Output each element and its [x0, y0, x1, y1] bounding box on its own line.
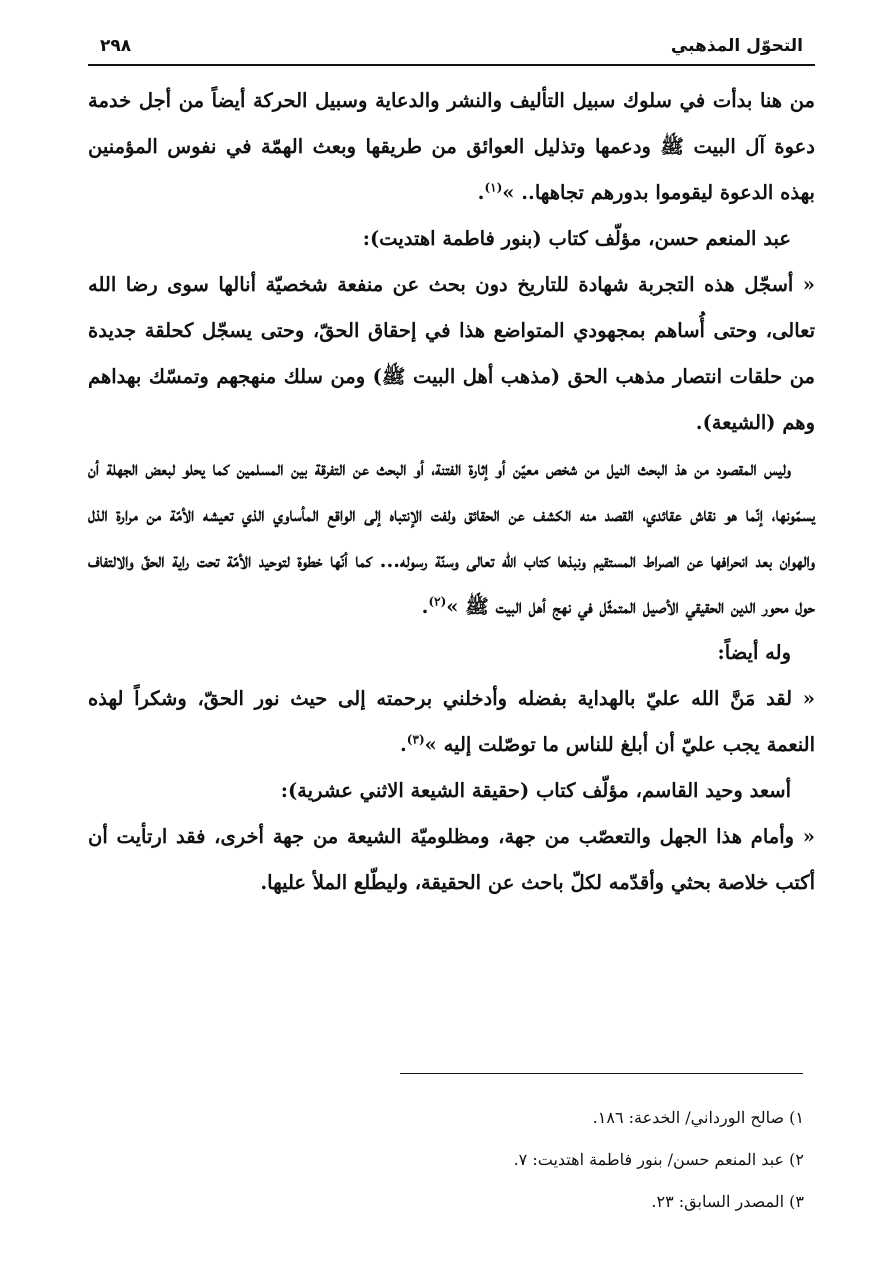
paragraph-text: من هنا بدأت في سلوك سبيل التأليف والنشر والدعاية وسبيل الحركة أيضاً من أجل خدمة دعوة آل البيت ﷺ ودعمها وتذليل العوائق من طريقها وبعث الهمّة في نفوس المؤمنين بهذه الدعوة ليقوموا بدورهم تجاهها.. » [88, 89, 815, 204]
paragraph-text: « لقد مَنَّ الله عليّ بالهداية بفضله وأدخلني برحمته إلى حيث نور الحقّ، وشكراً لهذه النعمة يجب عليّ أن أبلغ للناس ما توصّلت إليه » [88, 687, 815, 756]
page-header [88, 34, 815, 66]
book-title-line: مؤلّف كتاب (بنور فاطمة اهتديت): [362, 227, 649, 250]
author-name: أسعد وحيد القاسم، [635, 779, 791, 802]
period: . [477, 181, 485, 204]
main-text [88, 78, 815, 906]
quote-paragraph [88, 676, 815, 768]
also-line: وله أيضاً: [717, 641, 791, 664]
paragraph [88, 78, 815, 216]
footnote: ١) صالح الورداني/ الخدعة: ١٨٦. [592, 1108, 804, 1127]
period: . [400, 733, 407, 756]
book-title-line: مؤلّف كتاب (حقيقة الشيعة الاثني عشرية): [280, 779, 636, 802]
author-name: عبد المنعم حسن، [648, 227, 791, 250]
footnote-ref: (٣) [406, 732, 425, 747]
quote-paragraph [88, 446, 815, 630]
footnote: ٣) المصدر السابق: ٢٣. [651, 1192, 804, 1211]
author-heading [88, 216, 815, 262]
paragraph-text: وليس المقصود من هذ البحث النيل من شخص معيّن أو إثارة الفتنة، أو البحث عن التفرقة بين المسلمين كما يحلو لبعض الجهلة أن يسمّونها، إنّما هو نقاش عقائدي، القصد منه الكشف عن الحقائق ولفت الإنتباه إلى الواقع المأساوي الذي تعيشه الأمّة من مرارة الذل والهوان بعد انحرافها عن الصراط المستقيم ونبذها كتاب الله تعالى وسنّة رسوله... كما أنّها خطوة لتوحيد الأمّة تحت راية الحقّ والالتفاف حول محور الدين الحقيقي الأصيل المتمثّل في نهج أهل البيت ﷺ » [88, 457, 815, 618]
footnote-ref: (١) [484, 180, 503, 195]
quote-paragraph: « أسجّل هذه التجربة شهادة للتاريخ دون بحث عن منفعة شخصيّة أنالها سوى رضا الله تعالى، وحتى أُساهم بمجهودي المتواضع هذا في إحقاق الحقّ، وحتى يسجّل كحلقة جديدة من حلقات انتصار مذهب الحق (مذهب أهل البيت ﷺ) ومن سلك منهجهم وتمسّك بهداهم وهم (الشيعة). [88, 273, 815, 434]
quote-paragraph: « وأمام هذا الجهل والتعصّب من جهة، ومظلوميّة الشيعة من جهة أخرى، فقد ارتأيت أن أكتب خلاصة بحثي وأقدّمه لكلّ باحث عن الحقيقة، وليطّلع الملأ عليها. [88, 825, 815, 894]
page-number: ٢٩٨ [100, 36, 132, 56]
footnote-ref: (٢) [428, 594, 447, 609]
footnote: ٢) عبد المنعم حسن/ بنور فاطمة اهتديت: ٧. [513, 1150, 804, 1169]
footnotes [88, 1097, 804, 1223]
footnote-separator [400, 1073, 803, 1074]
author-heading [88, 768, 815, 814]
running-title: التحوّل المذهبي [670, 36, 803, 56]
period: . [421, 595, 429, 618]
